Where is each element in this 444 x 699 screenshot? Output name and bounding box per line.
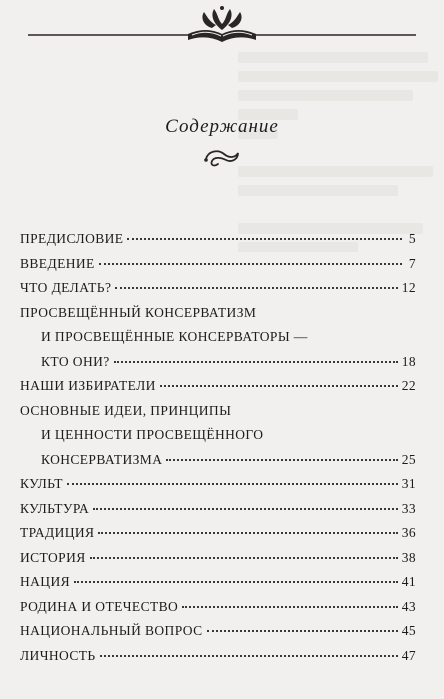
toc-entry	[20, 597, 416, 616]
toc-page-number: 18	[401, 353, 416, 369]
toc-entry	[20, 572, 416, 591]
toc-leader-dots	[93, 508, 397, 510]
toc-page-number: 22	[401, 378, 416, 393]
toc-page-number: 41	[401, 574, 416, 589]
toc-page-number: 33	[401, 500, 416, 516]
toc-entry	[20, 621, 416, 640]
toc-entry-title: И ПРОСВЕЩЁННЫЕ КОНСЕРВАТОРЫ —	[41, 329, 308, 344]
toc-entry	[20, 376, 416, 395]
toc-leader-dots	[115, 287, 397, 289]
toc-entry	[20, 474, 416, 493]
toc-leader-dots	[160, 385, 398, 387]
toc-entry	[20, 352, 416, 371]
toc-page-number: 36	[401, 525, 416, 540]
toc-entry-title: ЛИЧНОСТЬ	[20, 647, 96, 663]
toc-entry-title: НАЦИЯ	[20, 574, 71, 589]
toc-leader-dots	[127, 238, 402, 240]
toc-page-number: 38	[401, 549, 416, 565]
toc-page-number: 12	[401, 280, 416, 295]
toc-leader-dots	[166, 459, 397, 461]
toc-entry	[20, 523, 416, 542]
toc-entry-title: НАШИ ИЗБИРАТЕЛИ	[20, 378, 156, 393]
flourish-icon	[200, 145, 244, 169]
toc-entry-title: КТО ОНИ?	[41, 353, 110, 369]
table-of-contents	[20, 229, 416, 670]
toc-leader-dots	[99, 263, 402, 265]
toc-leader-dots	[74, 581, 398, 583]
toc-entry	[20, 548, 416, 567]
toc-entry-title: ИСТОРИЯ	[20, 549, 86, 565]
toc-entry	[20, 229, 416, 248]
toc-page-number: 7	[408, 255, 416, 271]
toc-entry	[20, 278, 416, 297]
toc-leader-dots	[67, 483, 398, 485]
open-book-ornament-icon	[28, 4, 416, 48]
toc-page-number: 45	[401, 623, 416, 638]
toc-entry	[20, 499, 416, 518]
toc-leader-dots	[207, 630, 398, 632]
toc-page-number: 5	[408, 231, 416, 246]
toc-entry-title: КОНСЕРВАТИЗМА	[41, 451, 163, 467]
toc-entry-title: ВВЕДЕНИЕ	[20, 255, 95, 271]
toc-page-number: 47	[401, 647, 416, 663]
toc-entry-title: КУЛЬТУРА	[20, 500, 90, 516]
toc-entry	[20, 450, 416, 469]
toc-leader-dots	[114, 361, 398, 363]
toc-entry-title: ПРОСВЕЩЁННЫЙ КОНСЕРВАТИЗМ	[20, 304, 257, 320]
toc-entry-title: РОДИНА И ОТЕЧЕСТВО	[20, 598, 179, 614]
toc-leader-dots	[90, 557, 398, 559]
toc-entry-title: НАЦИОНАЛЬНЫЙ ВОПРОС	[20, 623, 203, 638]
toc-page-number: 25	[401, 451, 416, 467]
toc-page-number: 43	[401, 598, 416, 614]
toc-entry	[20, 254, 416, 273]
toc-entry-title: КУЛЬТ	[20, 476, 63, 491]
toc-entry-title: ОСНОВНЫЕ ИДЕИ, ПРИНЦИПЫ	[20, 402, 232, 418]
toc-leader-dots	[100, 655, 398, 657]
toc-entry	[20, 646, 416, 665]
toc-leader-dots	[98, 532, 397, 534]
toc-entry-title: ТРАДИЦИЯ	[20, 525, 95, 540]
toc-entry-title: ЧТО ДЕЛАТЬ?	[20, 280, 112, 295]
page-title: Содержание	[165, 116, 279, 137]
bleed-through-text	[238, 52, 438, 252]
toc-entry-title: И ЦЕННОСТИ ПРОСВЕЩЁННОГО	[41, 427, 264, 442]
toc-leader-dots	[182, 606, 398, 608]
toc-entry-title: ПРЕДИСЛОВИЕ	[20, 231, 124, 246]
toc-page-number: 31	[401, 476, 416, 491]
